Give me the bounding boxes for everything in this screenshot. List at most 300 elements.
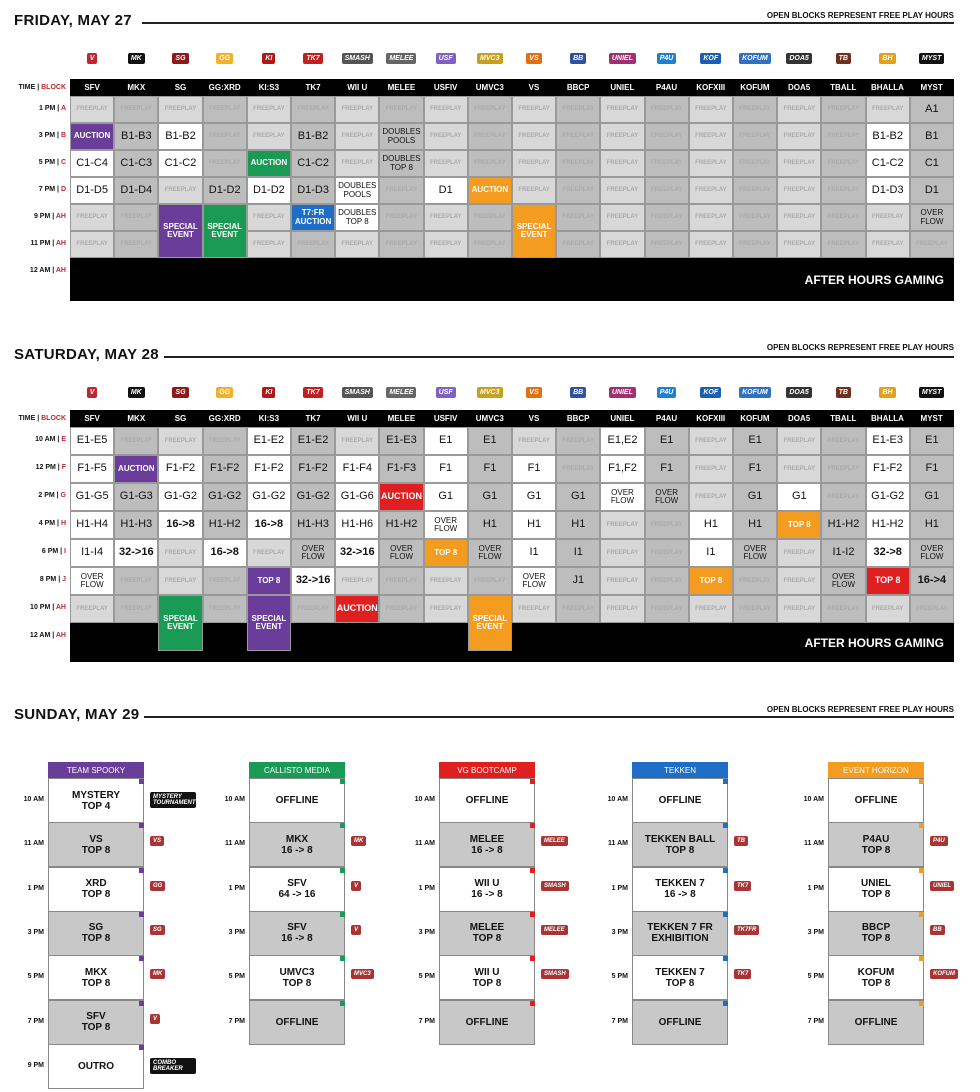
stream-block: SFV TOP 8 <box>48 1000 144 1045</box>
skullgirls-logo: SG <box>172 387 188 398</box>
schedule-cell: FREEPLAY <box>203 595 247 623</box>
time-label: 10 AM <box>23 796 44 803</box>
corner-marker <box>139 912 144 917</box>
schedule-cell: G1-G2 <box>158 483 202 511</box>
game-header: UMVC3 <box>475 83 504 92</box>
time-label: 11 AM <box>415 840 435 848</box>
schedule-cell: FREEPLAY <box>379 231 423 258</box>
schedule-cell: FREEPLAY <box>645 539 689 567</box>
schedule-cell: E1-E3 <box>379 427 423 455</box>
schedule-cell: J1 <box>556 567 600 595</box>
game-header: TBALL <box>830 83 857 92</box>
schedule-cell: F1 <box>645 455 689 483</box>
stream-block: BBCP TOP 8 <box>828 911 924 956</box>
schedule-cell: FREEPLAY <box>645 204 689 231</box>
schedule-cell: FREEPLAY <box>335 567 379 595</box>
schedule-cell: C1-C2 <box>158 150 202 177</box>
schedule-cell: OVER FLOW <box>733 539 777 567</box>
schedule-cell: 32->16 <box>335 539 379 567</box>
schedule-cell: E1 <box>645 427 689 455</box>
corner-marker <box>139 956 144 961</box>
game-header: P4AU <box>655 83 678 92</box>
stream-header: TEKKEN <box>632 762 728 778</box>
after-hours-bar: AFTER HOURS GAMING <box>70 623 954 662</box>
kofum-logo: KOFUM <box>739 387 771 398</box>
schedule-cell: G1 <box>777 483 821 511</box>
schedule-cell: B1-B3 <box>114 123 158 150</box>
time-label: 7 PM | D <box>38 185 66 193</box>
corner-marker <box>919 1001 924 1006</box>
schedule-cell: FREEPLAY <box>821 231 865 258</box>
schedule-cell: FREEPLAY <box>556 96 600 123</box>
schedule-cell: AUCTION <box>379 483 423 511</box>
stream-header: VG BOOTCAMP <box>439 762 535 778</box>
schedule-cell: G1 <box>910 483 954 511</box>
game-header: SG <box>174 83 187 92</box>
stream-game-logo: COMBO BREAKER <box>150 1058 196 1074</box>
schedule-cell: OVER FLOW <box>468 539 512 567</box>
game-header: KOFXIII <box>696 414 726 423</box>
schedule-cell: FREEPLAY <box>689 204 733 231</box>
schedule-cell: F1 <box>468 455 512 483</box>
divider <box>144 716 954 718</box>
schedule-cell: FREEPLAY <box>733 96 777 123</box>
schedule-cell: FREEPLAY <box>689 231 733 258</box>
schedule-cell: FREEPLAY <box>777 231 821 258</box>
time-label: 8 PM | J <box>39 576 66 583</box>
game-header-row <box>70 410 954 427</box>
schedule-cell: FREEPLAY <box>203 567 247 595</box>
schedule-cell: TOP 8 <box>689 567 733 595</box>
game-header: SFV <box>84 83 100 92</box>
schedule-cell: FREEPLAY <box>114 231 158 258</box>
schedule-cell: FREEPLAY <box>114 567 158 595</box>
schedule-cell: FREEPLAY <box>645 123 689 150</box>
under-night-logo: UNIEL <box>609 53 636 64</box>
stream-game-logo: P4U <box>930 836 948 846</box>
schedule-cell: FREEPLAY <box>424 204 468 231</box>
schedule-cell: AUCTION <box>70 123 114 150</box>
schedule-cell: FREEPLAY <box>777 455 821 483</box>
schedule-cell: FREEPLAY <box>821 177 865 204</box>
schedule-cell: FREEPLAY <box>335 231 379 258</box>
schedule-cell: 32->16 <box>114 539 158 567</box>
schedule-cell: FREEPLAY <box>335 123 379 150</box>
stream-block: VS TOP 8 <box>48 822 144 867</box>
time-label: 7 PM <box>807 1017 824 1025</box>
schedule-cell: F1-F2 <box>291 455 335 483</box>
schedule-cell: FREEPLAY <box>247 123 291 150</box>
schedule-cell: FREEPLAY <box>777 567 821 595</box>
schedule-cell: AUCTION <box>114 455 158 483</box>
killer-instinct-logo: KI <box>262 53 275 64</box>
tekken-logo: TK7 <box>303 53 322 64</box>
smash-wiiu-logo: SMASH <box>342 53 373 64</box>
time-label: 7 PM <box>27 1017 44 1025</box>
schedule-cell: FREEPLAY <box>424 96 468 123</box>
schedule-cell: SPECIAL EVENT <box>158 204 202 258</box>
kof13-logo: KOF <box>700 387 721 398</box>
schedule-cell: FREEPLAY <box>556 427 600 455</box>
schedule-cell: H1-H2 <box>821 511 865 539</box>
schedule-cell: FREEPLAY <box>777 177 821 204</box>
day-title-saturday: SATURDAY, MAY 28 <box>14 346 159 363</box>
schedule-cell: FREEPLAY <box>777 96 821 123</box>
schedule-cell: C1-C2 <box>866 150 910 177</box>
schedule-cell: F1-F2 <box>866 455 910 483</box>
stream-game-logo: TK7 <box>734 881 751 891</box>
schedule-cell: FREEPLAY <box>733 595 777 623</box>
schedule-cell: FREEPLAY <box>556 204 600 231</box>
schedule-cell: OVER FLOW <box>512 567 556 595</box>
schedule-cell: FREEPLAY <box>512 123 556 150</box>
street-fighter-v-logo: V <box>87 387 98 398</box>
schedule-cell: H1 <box>689 511 733 539</box>
schedule-cell: G1 <box>556 483 600 511</box>
time-label: 5 PM <box>27 973 44 981</box>
stream-block: WII U 16 -> 8 <box>439 867 535 912</box>
stream-game-logo: MYSTERY TOURNAMENT <box>150 792 196 808</box>
schedule-cell: FREEPLAY <box>866 204 910 231</box>
corner-marker <box>723 823 728 828</box>
schedule-cell: G1-G6 <box>335 483 379 511</box>
schedule-cell: FREEPLAY <box>689 483 733 511</box>
game-header: DOA5 <box>787 83 811 92</box>
schedule-cell: E1-E5 <box>70 427 114 455</box>
schedule-cell: OVER FLOW <box>291 539 335 567</box>
stream-block: KOFUM TOP 8 <box>828 955 924 1000</box>
schedule-cell: FREEPLAY <box>70 595 114 623</box>
schedule-cell: G1-G5 <box>70 483 114 511</box>
time-label: 7 PM <box>611 1017 628 1025</box>
schedule-cell: H1-H2 <box>203 511 247 539</box>
schedule-cell: FREEPLAY <box>247 204 291 231</box>
game-logos-row <box>70 374 954 410</box>
schedule-cell: FREEPLAY <box>821 96 865 123</box>
stream-block: MKX TOP 8 <box>48 955 144 1000</box>
schedule-cell: D1-D4 <box>114 177 158 204</box>
corner-marker <box>139 868 144 873</box>
schedule-cell: F1 <box>910 455 954 483</box>
time-label: 10 PM | AH <box>30 604 66 611</box>
corner-marker <box>723 868 728 873</box>
corner-marker <box>139 1001 144 1006</box>
time-label: 5 PM <box>807 973 824 981</box>
schedule-cell: FREEPLAY <box>379 96 423 123</box>
schedule-cell: FREEPLAY <box>424 231 468 258</box>
schedule-cell: H1-H4 <box>70 511 114 539</box>
schedule-cell: FREEPLAY <box>335 96 379 123</box>
stream-header: EVENT HORIZON <box>828 762 924 778</box>
stream-block: UNIEL TOP 8 <box>828 867 924 912</box>
schedule-cell: I1-I4 <box>70 539 114 567</box>
game-header: KI:S3 <box>258 83 280 92</box>
schedule-cell: E1 <box>733 427 777 455</box>
smash-wiiu-logo: SMASH <box>342 387 373 398</box>
doa5-logo: DOA5 <box>786 387 811 398</box>
schedule-cell: FREEPLAY <box>335 427 379 455</box>
guilty-gear-logo: GG <box>216 53 233 64</box>
schedule-cell: F1 <box>512 455 556 483</box>
time-label: 3 PM | B <box>38 131 66 139</box>
schedule-cell: FREEPLAY <box>556 177 600 204</box>
time-label: 9 PM <box>27 1061 44 1069</box>
schedule-cell: FREEPLAY <box>821 123 865 150</box>
stream-game-logo: GG <box>150 881 165 891</box>
schedule-cell: FREEPLAY <box>424 567 468 595</box>
game-header: DOA5 <box>787 414 811 423</box>
corner-marker <box>530 823 535 828</box>
schedule-cell: D1-D3 <box>866 177 910 204</box>
persona-logo: P4U <box>657 53 677 64</box>
schedule-cell: FREEPLAY <box>821 595 865 623</box>
schedule-cell: F1-F4 <box>335 455 379 483</box>
game-header: SFV <box>84 414 100 423</box>
schedule-cell: FREEPLAY <box>424 123 468 150</box>
schedule-cell: FREEPLAY <box>379 567 423 595</box>
schedule-cell: H1-H2 <box>866 511 910 539</box>
schedule-cell: H1-H3 <box>291 511 335 539</box>
game-header: WII U <box>347 414 368 423</box>
schedule-cell: FREEPLAY <box>158 177 202 204</box>
schedule-cell: FREEPLAY <box>600 595 644 623</box>
schedule-cell: FREEPLAY <box>114 427 158 455</box>
schedule-cell: FREEPLAY <box>733 150 777 177</box>
time-label: 12 PM | F <box>35 464 66 471</box>
schedule-cell: FREEPLAY <box>158 567 202 595</box>
schedule-cell: FREEPLAY <box>379 177 423 204</box>
schedule-cell: FREEPLAY <box>910 595 954 623</box>
game-header: TK7 <box>305 414 321 423</box>
game-header: USFIV <box>433 83 458 92</box>
game-header: BHALLA <box>871 83 904 92</box>
corner-marker <box>340 912 345 917</box>
schedule-cell: 16->4 <box>910 567 954 595</box>
schedule-cell: FREEPLAY <box>556 595 600 623</box>
stream-block: OFFLINE <box>632 1000 728 1045</box>
schedule-cell: FREEPLAY <box>468 150 512 177</box>
schedule-cell: FREEPLAY <box>556 123 600 150</box>
time-label: 5 PM | C <box>38 158 66 166</box>
day-title-sunday: SUNDAY, MAY 29 <box>14 706 140 723</box>
schedule-cell: C1-C4 <box>70 150 114 177</box>
stream-game-logo: MVC3 <box>351 969 374 979</box>
schedule-cell: FREEPLAY <box>689 427 733 455</box>
corner-marker <box>723 1001 728 1006</box>
killer-instinct-logo: KI <box>262 387 275 398</box>
game-header: GG:XRD <box>208 414 241 423</box>
game-header: UNIEL <box>610 414 635 423</box>
schedule-cell: SPECIAL EVENT <box>158 595 202 651</box>
stream-block: SG TOP 8 <box>48 911 144 956</box>
schedule-cell: G1-G2 <box>203 483 247 511</box>
corner-marker <box>919 868 924 873</box>
saturday-schedule-grid <box>70 410 954 662</box>
schedule-cell: 16->8 <box>247 511 291 539</box>
schedule-cell: G1-G2 <box>247 483 291 511</box>
schedule-cell: FREEPLAY <box>600 96 644 123</box>
bhalla-logo: BH <box>879 53 895 64</box>
schedule-cell: FREEPLAY <box>512 96 556 123</box>
stream-block: WII U TOP 8 <box>439 955 535 1000</box>
schedule-cell: H1 <box>733 511 777 539</box>
corner-marker <box>340 823 345 828</box>
schedule-cell: FREEPLAY <box>291 595 335 623</box>
schedule-cell: FREEPLAY <box>247 96 291 123</box>
stream-block: MELEE 16 -> 8 <box>439 822 535 867</box>
free-play-note: OPEN BLOCKS REPRESENT FREE PLAY HOURS <box>766 343 954 352</box>
schedule-cell: FREEPLAY <box>645 511 689 539</box>
time-label: 4 PM | H <box>38 520 66 527</box>
stream-game-logo: V <box>150 1014 160 1024</box>
time-label: 7 PM <box>228 1017 245 1025</box>
schedule-cell: FREEPLAY <box>468 231 512 258</box>
mortal-kombat-logo: MK <box>128 53 145 64</box>
schedule-cell: FREEPLAY <box>203 150 247 177</box>
schedule-cell: H1 <box>512 511 556 539</box>
game-header: USFIV <box>433 414 458 423</box>
schedule-cell: C1-C3 <box>114 150 158 177</box>
schedule-cell: FREEPLAY <box>291 96 335 123</box>
corner-marker <box>530 912 535 917</box>
schedule-cell: FREEPLAY <box>512 150 556 177</box>
game-header: UNIEL <box>610 83 635 92</box>
schedule-cell: TOP 8 <box>777 511 821 539</box>
mystery-logo: MYST <box>919 387 944 398</box>
schedule-cell: AUCTION <box>335 595 379 623</box>
schedule-cell: FREEPLAY <box>733 231 777 258</box>
schedule-cell: I1 <box>512 539 556 567</box>
under-night-logo: UNIEL <box>609 387 636 398</box>
game-header: KOFUM <box>740 414 770 423</box>
corner-marker <box>340 868 345 873</box>
vs-logo: VS <box>526 387 541 398</box>
corner-marker <box>340 779 345 784</box>
schedule-cell: G1 <box>512 483 556 511</box>
schedule-cell: G1-G2 <box>291 483 335 511</box>
schedule-cell: FREEPLAY <box>424 150 468 177</box>
marvel-logo: MVC3 <box>477 387 502 398</box>
stream-game-logo: TK7FR <box>734 925 759 935</box>
schedule-cell: FREEPLAY <box>866 595 910 623</box>
schedule-cell: OVER FLOW <box>600 483 644 511</box>
schedule-cell: B1-B2 <box>866 123 910 150</box>
schedule-cell: DOUBLES POOLS <box>379 123 423 150</box>
corner-marker <box>919 823 924 828</box>
schedule-cell: FREEPLAY <box>203 123 247 150</box>
schedule-cell: OVER FLOW <box>379 539 423 567</box>
schedule-cell: FREEPLAY <box>468 567 512 595</box>
schedule-cell: FREEPLAY <box>777 123 821 150</box>
tekken-ball-logo: TB <box>836 387 851 398</box>
schedule-cell: SPECIAL EVENT <box>247 595 291 651</box>
schedule-cell: G1-G2 <box>866 483 910 511</box>
time-label: 7 PM <box>418 1017 435 1025</box>
stream-game-logo: MK <box>150 969 165 979</box>
time-label: 3 PM <box>807 928 824 936</box>
schedule-cell: FREEPLAY <box>689 96 733 123</box>
stream-block: OFFLINE <box>249 778 345 823</box>
schedule-cell: F1 <box>733 455 777 483</box>
schedule-cell: F1-F3 <box>379 455 423 483</box>
mortal-kombat-logo: MK <box>128 387 145 398</box>
stream-header: CALLISTO MEDIA <box>249 762 345 778</box>
schedule-cell: FREEPLAY <box>733 123 777 150</box>
time-label: 2 PM | G <box>38 492 66 499</box>
stream-block: TEKKEN 7 16 -> 8 <box>632 867 728 912</box>
tekken-ball-logo: TB <box>836 53 851 64</box>
game-header: KOFUM <box>740 83 770 92</box>
stream-header: TEAM SPOOKY <box>48 762 144 778</box>
schedule-cell: FREEPLAY <box>203 96 247 123</box>
game-header: MYST <box>920 83 943 92</box>
schedule-cell: FREEPLAY <box>689 177 733 204</box>
schedule-cell: FREEPLAY <box>556 455 600 483</box>
stream-game-logo: V <box>351 881 361 891</box>
schedule-cell: FREEPLAY <box>777 539 821 567</box>
schedule-cell: FREEPLAY <box>645 177 689 204</box>
schedule-cell: DOUBLES POOLS <box>335 177 379 204</box>
stream-block: OFFLINE <box>828 1000 924 1045</box>
schedule-cell: F1-F2 <box>203 455 247 483</box>
schedule-cell: FREEPLAY <box>600 539 644 567</box>
doa5-logo: DOA5 <box>786 53 811 64</box>
schedule-cell: FREEPLAY <box>689 123 733 150</box>
schedule-cell: I1 <box>689 539 733 567</box>
schedule-cell: E1-E2 <box>247 427 291 455</box>
schedule-cell: DOUBLES TOP 8 <box>335 204 379 231</box>
schedule-cell: FREEPLAY <box>600 511 644 539</box>
stream-game-logo: SG <box>150 925 165 935</box>
schedule-cell: H1 <box>910 511 954 539</box>
time-label: 10 AM | E <box>35 436 66 443</box>
schedule-cell: FREEPLAY <box>512 595 556 623</box>
friday-schedule-grid <box>70 79 954 301</box>
corner-marker <box>139 823 144 828</box>
stream-block: OFFLINE <box>439 1000 535 1045</box>
time-label: 11 AM <box>24 840 44 848</box>
stream-block: XRD TOP 8 <box>48 867 144 912</box>
street-fighter-v-logo: V <box>87 53 98 64</box>
schedule-cell: D1 <box>424 177 468 204</box>
mystery-logo: MYST <box>919 53 944 64</box>
corner-marker <box>919 779 924 784</box>
schedule-cell: OVER FLOW <box>821 567 865 595</box>
free-play-note: OPEN BLOCKS REPRESENT FREE PLAY HOURS <box>766 705 954 714</box>
schedule-cell: FREEPLAY <box>600 150 644 177</box>
time-label: 5 PM <box>418 973 435 981</box>
schedule-cell: FREEPLAY <box>821 427 865 455</box>
schedule-cell: FREEPLAY <box>600 177 644 204</box>
schedule-cell: H1-H6 <box>335 511 379 539</box>
time-label: 11 PM | AH <box>30 239 66 247</box>
time-label: 1 PM <box>27 884 44 892</box>
game-header: GG:XRD <box>208 83 241 92</box>
schedule-cell: E1 <box>424 427 468 455</box>
schedule-cell: E1,E2 <box>600 427 644 455</box>
schedule-cell: T7:FR AUCTION <box>291 204 335 231</box>
game-header: TK7 <box>305 83 321 92</box>
corner-marker <box>530 779 535 784</box>
marvel-logo: MVC3 <box>477 53 502 64</box>
skullgirls-logo: SG <box>172 53 188 64</box>
stream-block: OFFLINE <box>439 778 535 823</box>
smash-melee-logo: MELEE <box>386 387 416 398</box>
schedule-cell: FREEPLAY <box>645 96 689 123</box>
stream-game-logo: MK <box>351 836 366 846</box>
stream-game-logo: KOFUM <box>930 969 958 979</box>
stream-game-logo: BB <box>930 925 945 935</box>
